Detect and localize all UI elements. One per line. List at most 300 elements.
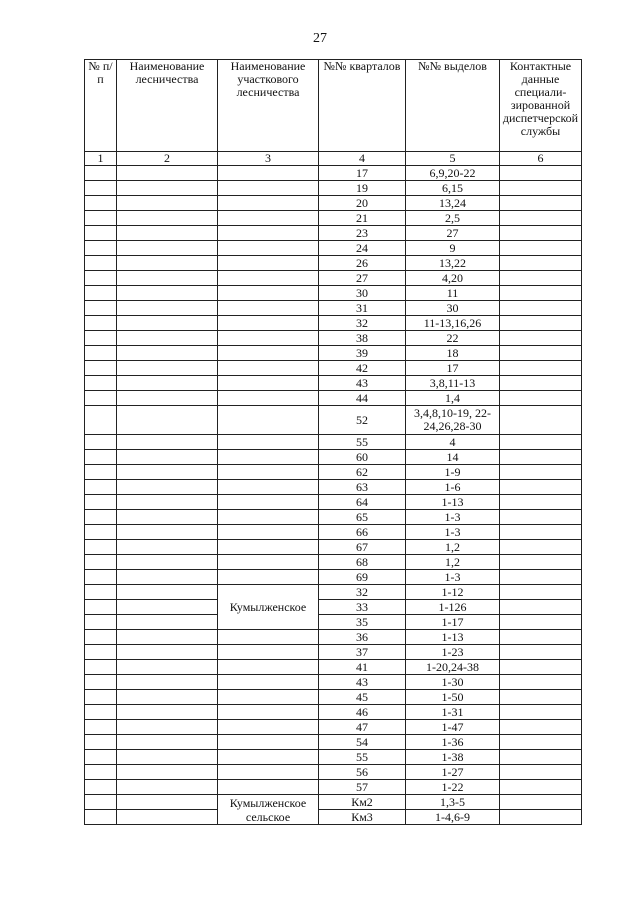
empty-cell: [117, 645, 218, 660]
empty-cell: [117, 435, 218, 450]
empty-cell: [500, 540, 582, 555]
column-number: 2: [117, 152, 218, 166]
empty-cell: [218, 465, 319, 480]
quarter-number: 47: [319, 720, 406, 735]
table-row: [85, 286, 582, 301]
empty-cell: [85, 286, 117, 301]
empty-cell: [85, 615, 117, 630]
allotment-numbers: 1-17: [406, 615, 500, 630]
empty-cell: [500, 570, 582, 585]
empty-cell: [85, 795, 117, 810]
allotment-numbers: 1,4: [406, 391, 500, 406]
empty-cell: [85, 690, 117, 705]
empty-cell: [117, 211, 218, 226]
allotment-numbers: 1-23: [406, 645, 500, 660]
empty-cell: [85, 465, 117, 480]
empty-cell: [117, 361, 218, 376]
quarter-number: 52: [319, 406, 406, 435]
empty-cell: [500, 346, 582, 361]
empty-cell: [85, 630, 117, 645]
empty-cell: [85, 570, 117, 585]
empty-cell: [117, 795, 218, 810]
empty-cell: [117, 450, 218, 465]
allotment-numbers: 30: [406, 301, 500, 316]
empty-cell: [85, 316, 117, 331]
empty-cell: [85, 226, 117, 241]
quarter-number: 23: [319, 226, 406, 241]
table-row: [85, 525, 582, 540]
forestry-table: [84, 59, 582, 825]
empty-cell: [85, 735, 117, 750]
empty-cell: [218, 450, 319, 465]
empty-cell: [117, 465, 218, 480]
allotment-numbers: 22: [406, 331, 500, 346]
empty-cell: [218, 301, 319, 316]
quarter-number: 55: [319, 750, 406, 765]
empty-cell: [218, 241, 319, 256]
table-row: [85, 226, 582, 241]
empty-cell: [500, 630, 582, 645]
quarter-number: 63: [319, 480, 406, 495]
quarter-number: 35: [319, 615, 406, 630]
allotment-numbers: 2,5: [406, 211, 500, 226]
empty-cell: [218, 316, 319, 331]
empty-cell: [85, 406, 117, 435]
empty-cell: [85, 600, 117, 615]
empty-cell: [500, 450, 582, 465]
empty-cell: [117, 540, 218, 555]
empty-cell: [117, 765, 218, 780]
table-row: [85, 166, 582, 181]
empty-cell: [218, 331, 319, 346]
empty-cell: [500, 660, 582, 675]
empty-cell: [85, 525, 117, 540]
empty-cell: [218, 271, 319, 286]
empty-cell: [85, 331, 117, 346]
empty-cell: [117, 735, 218, 750]
empty-cell: [500, 765, 582, 780]
empty-cell: [117, 480, 218, 495]
empty-cell: [500, 316, 582, 331]
quarter-number: 21: [319, 211, 406, 226]
quarter-number: 43: [319, 675, 406, 690]
empty-cell: [117, 660, 218, 675]
empty-cell: [117, 615, 218, 630]
empty-cell: [500, 795, 582, 810]
empty-cell: [85, 181, 117, 196]
empty-cell: [218, 226, 319, 241]
quarter-number: 19: [319, 181, 406, 196]
table-row: [85, 765, 582, 780]
empty-cell: [500, 600, 582, 615]
empty-cell: [500, 435, 582, 450]
quarter-number: 68: [319, 555, 406, 570]
table-row: [85, 196, 582, 211]
empty-cell: [218, 361, 319, 376]
empty-cell: [218, 705, 319, 720]
empty-cell: [117, 570, 218, 585]
column-number: 3: [218, 152, 319, 166]
quarter-number: 32: [319, 585, 406, 600]
empty-cell: [500, 585, 582, 600]
table-row: [85, 735, 582, 750]
allotment-numbers: 1-50: [406, 690, 500, 705]
empty-cell: [218, 780, 319, 795]
empty-cell: [117, 780, 218, 795]
empty-cell: [85, 765, 117, 780]
empty-cell: [85, 301, 117, 316]
empty-cell: [85, 346, 117, 361]
empty-cell: [117, 510, 218, 525]
empty-cell: [117, 675, 218, 690]
quarter-number: 65: [319, 510, 406, 525]
empty-cell: [85, 361, 117, 376]
empty-cell: [117, 271, 218, 286]
empty-cell: [85, 256, 117, 271]
empty-cell: [85, 645, 117, 660]
quarter-number: 26: [319, 256, 406, 271]
table-row: [85, 271, 582, 286]
empty-cell: [85, 720, 117, 735]
column-number-row: [85, 152, 582, 166]
empty-cell: [500, 645, 582, 660]
empty-cell: [218, 181, 319, 196]
empty-cell: [117, 181, 218, 196]
table-row: [85, 181, 582, 196]
table-row: [85, 750, 582, 765]
empty-cell: [117, 331, 218, 346]
table-row: [85, 301, 582, 316]
empty-cell: [117, 316, 218, 331]
empty-cell: [218, 765, 319, 780]
quarter-number: 46: [319, 705, 406, 720]
empty-cell: [218, 406, 319, 435]
quarter-number: 57: [319, 780, 406, 795]
empty-cell: [500, 780, 582, 795]
page-number: 27: [313, 31, 327, 46]
empty-cell: [500, 675, 582, 690]
empty-cell: [218, 750, 319, 765]
empty-cell: [117, 241, 218, 256]
table-row: [85, 600, 582, 615]
quarter-number: 31: [319, 301, 406, 316]
allotment-numbers: 1-6: [406, 480, 500, 495]
empty-cell: [218, 690, 319, 705]
allotment-numbers: 1-38: [406, 750, 500, 765]
header-number: № п/п: [85, 60, 117, 152]
table-row: [85, 705, 582, 720]
empty-cell: [500, 331, 582, 346]
empty-cell: [500, 226, 582, 241]
empty-cell: [500, 271, 582, 286]
empty-cell: [85, 705, 117, 720]
empty-cell: [500, 690, 582, 705]
empty-cell: [218, 675, 319, 690]
allotment-numbers: 27: [406, 226, 500, 241]
empty-cell: [85, 166, 117, 181]
empty-cell: [500, 391, 582, 406]
empty-cell: [500, 166, 582, 181]
empty-cell: [117, 720, 218, 735]
empty-cell: [500, 750, 582, 765]
empty-cell: [117, 226, 218, 241]
empty-cell: [85, 555, 117, 570]
allotment-numbers: 1-3: [406, 510, 500, 525]
column-number: 1: [85, 152, 117, 166]
allotment-numbers: 6,9,20-22: [406, 166, 500, 181]
table-row: [85, 346, 582, 361]
quarter-number: Км3: [319, 810, 406, 825]
allotment-numbers: 1-3: [406, 570, 500, 585]
empty-cell: [218, 211, 319, 226]
empty-cell: [500, 555, 582, 570]
empty-cell: [218, 435, 319, 450]
quarter-number: 27: [319, 271, 406, 286]
empty-cell: [117, 406, 218, 435]
table-row: [85, 540, 582, 555]
quarter-number: 41: [319, 660, 406, 675]
empty-cell: [218, 196, 319, 211]
allotment-numbers: 1,2: [406, 555, 500, 570]
quarter-number: 17: [319, 166, 406, 181]
empty-cell: [500, 465, 582, 480]
empty-cell: [218, 391, 319, 406]
table-row: [85, 480, 582, 495]
table-row: [85, 391, 582, 406]
empty-cell: [85, 435, 117, 450]
header-row: [85, 60, 582, 152]
empty-cell: [85, 241, 117, 256]
empty-cell: [85, 540, 117, 555]
empty-cell: [500, 406, 582, 435]
empty-cell: [117, 630, 218, 645]
table-row: [85, 376, 582, 391]
quarter-number: 36: [319, 630, 406, 645]
allotment-numbers: 18: [406, 346, 500, 361]
allotment-numbers: 1-20,24-38: [406, 660, 500, 675]
empty-cell: [117, 301, 218, 316]
column-number: 6: [500, 152, 582, 166]
quarter-number: 64: [319, 495, 406, 510]
empty-cell: [85, 660, 117, 675]
empty-cell: [85, 495, 117, 510]
header-district-forestry: Наименование участкового лесничества: [218, 60, 319, 152]
empty-cell: [117, 525, 218, 540]
allotment-numbers: 1-4,6-9: [406, 810, 500, 825]
empty-cell: [218, 525, 319, 540]
empty-cell: [85, 810, 117, 825]
table-row: [85, 510, 582, 525]
quarter-number: 60: [319, 450, 406, 465]
empty-cell: [218, 540, 319, 555]
allotment-numbers: 1-27: [406, 765, 500, 780]
table-row: [85, 256, 582, 271]
table-row: [85, 585, 582, 600]
empty-cell: [85, 196, 117, 211]
empty-cell: [85, 585, 117, 600]
allotment-numbers: 9: [406, 241, 500, 256]
quarter-number: 56: [319, 765, 406, 780]
header-allotments: №№ выделов: [406, 60, 500, 152]
table-row: [85, 570, 582, 585]
empty-cell: [117, 495, 218, 510]
allotment-numbers: 1-13: [406, 630, 500, 645]
quarter-number: 55: [319, 435, 406, 450]
empty-cell: [500, 301, 582, 316]
empty-cell: [218, 376, 319, 391]
allotment-numbers: 1-36: [406, 735, 500, 750]
quarter-number: 39: [319, 346, 406, 361]
empty-cell: [500, 376, 582, 391]
quarter-number: 66: [319, 525, 406, 540]
empty-cell: [117, 705, 218, 720]
empty-cell: [117, 376, 218, 391]
allotment-numbers: 14: [406, 450, 500, 465]
quarter-number: 44: [319, 391, 406, 406]
quarter-number: 45: [319, 690, 406, 705]
allotment-numbers: 1-13: [406, 495, 500, 510]
quarter-number: 20: [319, 196, 406, 211]
empty-cell: [85, 675, 117, 690]
empty-cell: [85, 211, 117, 226]
empty-cell: [500, 196, 582, 211]
quarter-number: 43: [319, 376, 406, 391]
table-row: [85, 465, 582, 480]
empty-cell: [117, 555, 218, 570]
allotment-numbers: 1-3: [406, 525, 500, 540]
allotment-numbers: 4: [406, 435, 500, 450]
empty-cell: [500, 211, 582, 226]
empty-cell: [117, 196, 218, 211]
quarter-number: 69: [319, 570, 406, 585]
empty-cell: [218, 346, 319, 361]
allotment-numbers: 1,2: [406, 540, 500, 555]
empty-cell: [117, 391, 218, 406]
allotment-numbers: 1-126: [406, 600, 500, 615]
empty-cell: [500, 361, 582, 376]
table-row: [85, 780, 582, 795]
empty-cell: [117, 256, 218, 271]
table-row: [85, 615, 582, 630]
quarter-number: Км2: [319, 795, 406, 810]
allotment-numbers: 11: [406, 286, 500, 301]
table-row: [85, 406, 582, 435]
empty-cell: [500, 735, 582, 750]
table-row: [85, 435, 582, 450]
table-body: [85, 166, 582, 825]
district-forestry-name: Кумылженское сельское: [218, 795, 319, 825]
empty-cell: [117, 600, 218, 615]
allotment-numbers: 1-30: [406, 675, 500, 690]
quarter-number: 24: [319, 241, 406, 256]
empty-cell: [117, 166, 218, 181]
empty-cell: [500, 810, 582, 825]
empty-cell: [117, 286, 218, 301]
header-quarters: №№ кварталов: [319, 60, 406, 152]
empty-cell: [85, 450, 117, 465]
empty-cell: [218, 555, 319, 570]
empty-cell: [218, 645, 319, 660]
empty-cell: [218, 570, 319, 585]
table-row: [85, 495, 582, 510]
quarter-number: 32: [319, 316, 406, 331]
empty-cell: [218, 720, 319, 735]
empty-cell: [500, 720, 582, 735]
empty-cell: [85, 510, 117, 525]
allotment-numbers: 1-31: [406, 705, 500, 720]
table-row: [85, 361, 582, 376]
table-row: [85, 630, 582, 645]
quarter-number: 30: [319, 286, 406, 301]
empty-cell: [218, 166, 319, 181]
empty-cell: [85, 480, 117, 495]
empty-cell: [500, 286, 582, 301]
table-row: [85, 316, 582, 331]
empty-cell: [218, 286, 319, 301]
table-row: [85, 810, 582, 825]
empty-cell: [218, 735, 319, 750]
table-row: [85, 211, 582, 226]
empty-cell: [500, 480, 582, 495]
quarter-number: 54: [319, 735, 406, 750]
allotment-numbers: 1-47: [406, 720, 500, 735]
allotment-numbers: 6,15: [406, 181, 500, 196]
table-row: [85, 555, 582, 570]
column-number: 5: [406, 152, 500, 166]
empty-cell: [117, 346, 218, 361]
table-row: [85, 241, 582, 256]
empty-cell: [218, 256, 319, 271]
empty-cell: [500, 181, 582, 196]
allotment-numbers: 1-9: [406, 465, 500, 480]
allotment-numbers: 13,22: [406, 256, 500, 271]
empty-cell: [218, 660, 319, 675]
header-forestry: Наименование лесничества: [117, 60, 218, 152]
table-row: [85, 645, 582, 660]
allotment-numbers: 3,8,11-13: [406, 376, 500, 391]
table-row: [85, 450, 582, 465]
allotment-numbers: 11-13,16,26: [406, 316, 500, 331]
empty-cell: [218, 510, 319, 525]
table-row: [85, 675, 582, 690]
empty-cell: [85, 376, 117, 391]
quarter-number: 67: [319, 540, 406, 555]
allotment-numbers: 1-22: [406, 780, 500, 795]
allotment-numbers: 17: [406, 361, 500, 376]
allotment-numbers: 1-12: [406, 585, 500, 600]
empty-cell: [500, 256, 582, 271]
quarter-number: 33: [319, 600, 406, 615]
table-row: [85, 690, 582, 705]
empty-cell: [117, 690, 218, 705]
empty-cell: [117, 585, 218, 600]
quarter-number: 38: [319, 331, 406, 346]
district-forestry-name: Кумылженское: [218, 585, 319, 630]
column-number: 4: [319, 152, 406, 166]
empty-cell: [117, 810, 218, 825]
empty-cell: [218, 480, 319, 495]
quarter-number: 62: [319, 465, 406, 480]
allotment-numbers: 3,4,8,10-19, 22-24,26,28-30: [406, 406, 500, 435]
table-row: [85, 660, 582, 675]
empty-cell: [218, 630, 319, 645]
empty-cell: [85, 391, 117, 406]
empty-cell: [500, 525, 582, 540]
table-row: [85, 795, 582, 810]
quarter-number: 37: [319, 645, 406, 660]
table-row: [85, 331, 582, 346]
empty-cell: [500, 705, 582, 720]
